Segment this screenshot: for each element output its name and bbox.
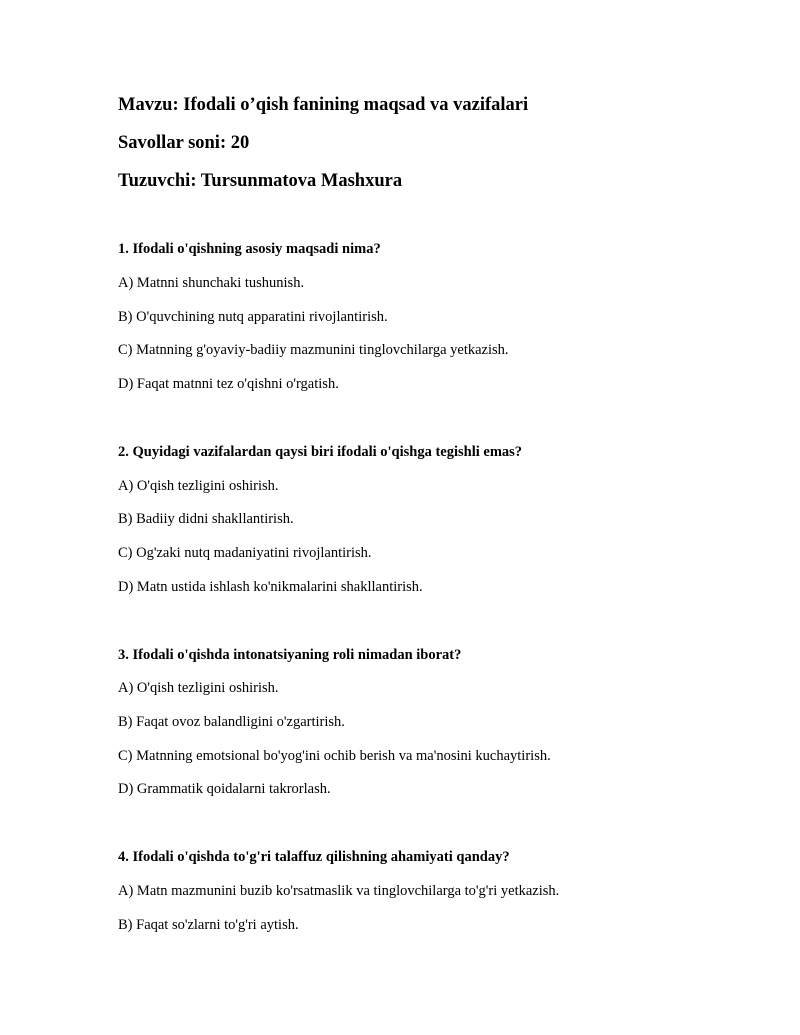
question-1-option-b: B) O'quvchining nutq apparatini rivojlantirish. <box>118 309 388 325</box>
question-1-option-d: D) Faqat matnni tez o'qishni o'rgatish. <box>118 376 339 392</box>
question-4: 4. Ifodali o'qishda to'g'ri talaffuz qilishning ahamiyati qanday? <box>118 849 510 865</box>
question-1: 1. Ifodali o'qishning asosiy maqsadi nima? <box>118 241 381 257</box>
topic-heading: Mavzu: Ifodali o’qish fanining maqsad va vazifalari <box>118 95 529 115</box>
question-2-option-b: B) Badiiy didni shakllantirish. <box>118 511 294 527</box>
question-count-heading: Savollar soni: 20 <box>118 133 250 153</box>
question-3-option-b: B) Faqat ovoz balandligini o'zgartirish. <box>118 714 345 730</box>
question-1-option-a: A) Matnni shunchaki tushunish. <box>118 275 305 291</box>
question-4-option-a: A) Matn mazmunini buzib ko'rsatmaslik va tinglovchilarga to'g'ri yetkazish. <box>118 883 560 899</box>
question-3-option-a: A) O'qish tezligini oshirish. <box>118 680 279 696</box>
question-2-option-c: C) Og'zaki nutq madaniyatini rivojlantirish. <box>118 545 372 561</box>
question-3-option-c: C) Matnning emotsional bo'yog'ini ochib berish va ma'nosini kuchaytirish. <box>118 748 551 764</box>
question-4-option-b: B) Faqat so'zlarni to'g'ri aytish. <box>118 917 299 933</box>
question-3: 3. Ifodali o'qishda intonatsiyaning roli nimadan iborat? <box>118 647 462 663</box>
question-2: 2. Quyidagi vazifalardan qaysi biri ifodali o'qishga tegishli emas? <box>118 444 523 460</box>
question-3-option-d: D) Grammatik qoidalarni takrorlash. <box>118 781 331 797</box>
author-heading: Tuzuvchi: Tursunmatova Mashxura <box>118 171 403 191</box>
question-1-option-c: C) Matnning g'oyaviy-badiiy mazmunini tinglovchilarga yetkazish. <box>118 342 509 358</box>
question-2-option-d: D) Matn ustida ishlash ko'nikmalarini shakllantirish. <box>118 579 423 595</box>
question-2-option-a: A) O'qish tezligini oshirish. <box>118 478 279 494</box>
